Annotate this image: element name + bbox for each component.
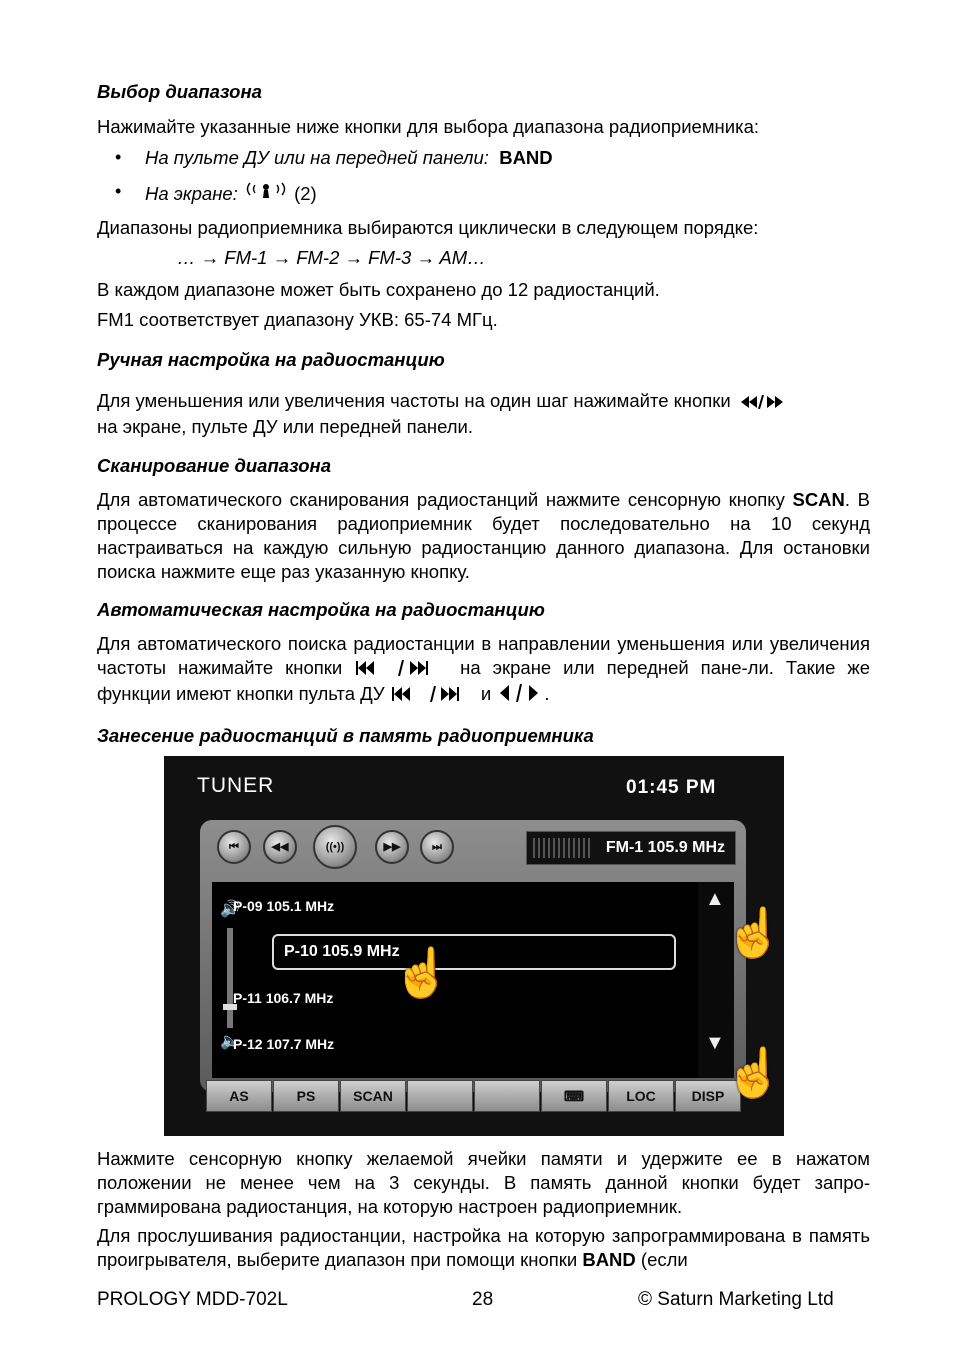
scroll-down-icon[interactable]: ▼: [705, 1032, 725, 1054]
prev-next-track-icon: [355, 658, 447, 682]
bottom-button-row: [206, 1080, 740, 1114]
band-key: BAND: [499, 147, 553, 168]
preset-row-selected[interactable]: [272, 934, 676, 970]
bullet-screen-suffix: (2): [294, 183, 317, 204]
scan-text-a: Для автоматического сканирования радиостанций нажмите сенсорную кнопку: [97, 489, 785, 510]
footer-model: PROLOGY MDD-702L: [97, 1289, 288, 1310]
frequency-display: [526, 831, 736, 865]
skip-forward-button[interactable]: ⏭: [420, 830, 454, 864]
bullet-dot-2: •: [115, 181, 122, 201]
rewind-button[interactable]: ◀◀: [263, 830, 297, 864]
as-button[interactable]: AS: [206, 1080, 272, 1112]
store-band-key: BAND: [582, 1249, 636, 1270]
band-cycle: … → FM-1 → FM-2 → FM-3 → AM…: [177, 247, 486, 268]
scroll-up-icon[interactable]: ▲: [705, 888, 725, 910]
radio-signal-icon: [244, 180, 288, 208]
store-text-2a: Для прослушивания радиостанции, настройка на которую запрограммирована в память проигрывателя, выберите диапазон при помощи кнопки: [97, 1225, 870, 1270]
manual-text-b: на экране, пульте ДУ или передней панели.: [97, 416, 474, 437]
auto-text: Для автоматического поиска радиостанции в направлении уменьшения или увеличения частоты нажимайте кнопки на экране или передней пане-ли. Такие же функции имеют кнопки пульта ДУ и .: [97, 632, 870, 708]
blank-button-1[interactable]: [407, 1080, 473, 1112]
heading-store: Занесение радиостанций в память радиоприемника: [97, 725, 594, 746]
forward-button[interactable]: ▶▶: [375, 830, 409, 864]
band-memory: В каждом диапазоне может быть сохранено до 12 радиостанций.: [97, 279, 660, 300]
keyboard-button[interactable]: ⌨: [541, 1080, 607, 1112]
manual-text-a: Для уменьшения или увеличения частоты на один шаг нажимайте кнопки: [97, 390, 731, 411]
skip-back-button[interactable]: ⏮: [217, 830, 251, 864]
scan-text: [97, 488, 870, 584]
preset-row[interactable]: P-11 106.7 MHz: [233, 990, 334, 1006]
store-text-1: Нажмите сенсорную кнопку желаемой ячейки памяти и удержите ее в нажатом положении не менее чем на 3 секунды. В память данной кнопки будет запро-граммирована радиостанция, на которую настроен радиоприемник.: [97, 1148, 870, 1217]
frequency-text: FM-1 105.9 MHz: [605, 839, 725, 856]
bullet-remote-text: На пульте ДУ или на передней панели:: [145, 147, 489, 168]
heading-manual: Ручная настройка на радиостанцию: [97, 349, 445, 370]
store-text-2: [97, 1224, 870, 1272]
pointing-hand-icon: ☝: [724, 1047, 784, 1100]
band-icon-button[interactable]: ((•)): [313, 825, 357, 869]
pointing-hand-icon: ☝: [392, 947, 452, 1000]
page-number: 28: [472, 1289, 494, 1310]
step-back-forward-icon: [737, 391, 793, 415]
store-text-2b: (если: [640, 1249, 688, 1270]
bullet-screen-text: На экране:: [145, 183, 238, 204]
preset-row[interactable]: P-12 107.7 MHz: [233, 1036, 335, 1052]
disp-button[interactable]: DISP: [675, 1080, 741, 1112]
auto-text-a: Для автоматического поиска радиостанции в направлении уменьшения или увеличения частоты нажимайте кнопки: [97, 633, 870, 678]
scan-text-b: . В процессе сканирования радиоприемник будет последовательно на 10 секунд настраиваться на каждую сильную радиостанцию данного диапазона. Для остановки поиска нажмите еще раз указанную кнопку.: [97, 489, 871, 582]
volume-slider[interactable]: [227, 928, 233, 1028]
loc-button[interactable]: LOC: [608, 1080, 674, 1112]
scan-button[interactable]: SCAN: [340, 1080, 406, 1112]
fm1-range: FM1 соответствует диапазону УКВ: 65-74 МГц.: [97, 309, 498, 330]
blank-button-2[interactable]: [474, 1080, 540, 1112]
tuner-screenshot: [164, 756, 784, 1136]
remote-prev-next-icon: [391, 684, 475, 708]
auto-text-b: на экране или передней пане-ли. Такие же функции имеют кнопки пульта ДУ: [97, 657, 871, 704]
left-right-arrow-icon: [497, 684, 543, 708]
tuner-title: TUNER: [197, 774, 275, 797]
bullet-screen: [145, 180, 845, 208]
heading-band: Выбор диапазона: [97, 81, 262, 102]
heading-auto: Автоматическая настройка на радиостанцию: [97, 599, 545, 620]
cycle-intro: Диапазоны радиоприемника выбираются циклически в следующем порядке:: [97, 217, 759, 238]
signal-bars: [533, 838, 593, 858]
ps-button[interactable]: PS: [273, 1080, 339, 1112]
heading-scan: Сканирование диапазона: [97, 455, 332, 476]
volume-down-icon: 🔈: [220, 1033, 240, 1050]
scan-key: SCAN: [792, 489, 845, 510]
bullet-remote: [145, 146, 845, 170]
bullet-dot-1: •: [115, 147, 122, 167]
auto-text-c: и: [480, 683, 492, 704]
tuner-clock: 01:45 PM: [626, 777, 717, 798]
manual-text: [97, 389, 870, 439]
volume-up-icon: 🔊: [220, 901, 240, 918]
preset-row-selected-label: P-10 105.9 MHz: [284, 943, 400, 960]
preset-row[interactable]: P-09 105.1 MHz: [233, 898, 335, 914]
band-intro: Нажимайте указанные ниже кнопки для выбора диапазона радиоприемника:: [97, 116, 760, 137]
footer-copyright: © Saturn Marketing Ltd: [638, 1289, 834, 1310]
pointing-hand-icon: ☝: [724, 907, 784, 960]
